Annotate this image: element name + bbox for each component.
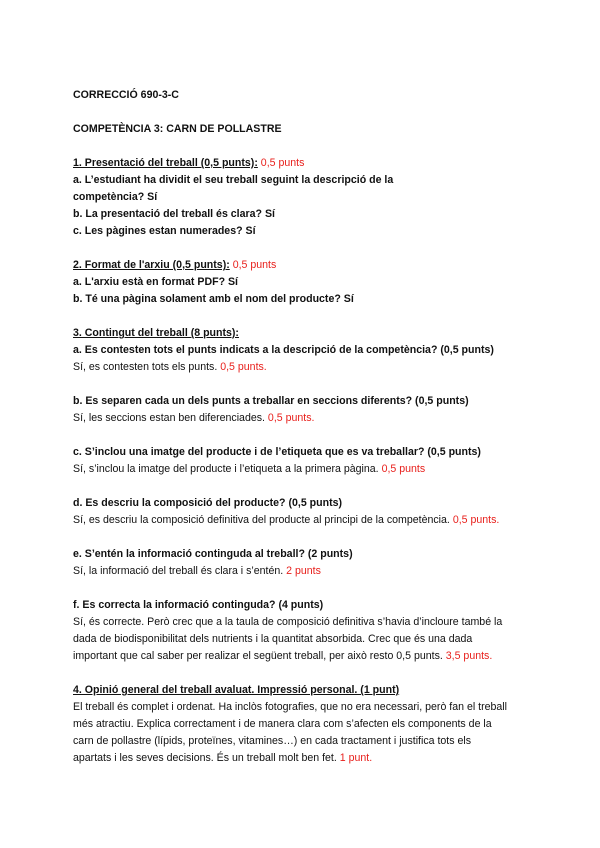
answer-a-score: 0,5 punts. [217, 361, 267, 373]
section-1-heading [73, 155, 543, 172]
section-3-question-d: d. Es descriu la composició del producte? (0,5 punts) [73, 497, 343, 509]
competence-title: COMPETÈNCIA 3: CARN DE POLLASTRE [73, 123, 282, 135]
answer-d-score: 0,5 punts. [449, 514, 500, 526]
answer-e-text: Sí, la informació del treball és clara i s’entén. [73, 565, 284, 577]
section-4-line4 [73, 750, 543, 767]
section-3-answer-f-line2: dada de biodisponibilitat dels nutrients i la quantitat absorbida. Crec que és una dada [73, 633, 473, 645]
section-4-line1: El treball és complet i ordenat. Ha inclòs fotografies, que no era necessari, però fan el treball [73, 701, 507, 713]
answer-c-score: 0,5 punts [378, 463, 426, 475]
section-3-answer-c [73, 461, 543, 478]
section-4-line3: carn de pollastre (lípids, proteïnes, vitamines…) en cada tractament i justifica tots els [73, 735, 472, 747]
section-3-title: 3. Contingut del treball (8 punts): [73, 327, 239, 339]
section-3-question-c: c. S’inclou una imatge del producte i de l’etiqueta que es va treballar? (0,5 punts) [73, 446, 481, 458]
section-2-heading [73, 257, 543, 274]
section-3-answer-a [73, 359, 543, 376]
document-content [73, 87, 543, 767]
answer-f-text: important que cal saber per realizar el següent treball, per això resto 0,5 punts. [73, 650, 443, 662]
section-1-question-a-line2: competència? Sí [73, 191, 158, 203]
section-3-question-f: f. Es correcta la informació continguda? (4 punts) [73, 599, 324, 611]
section-3-answer-f-line3 [73, 648, 543, 665]
section-4-text: apartats i les seves decisions. És un treball molt ben fet. [73, 752, 337, 764]
section-3-answer-f-line1: Sí, és correcte. Però crec que a la taula de composició definitiva s’havia d’incloure també la [73, 616, 503, 628]
section-1-question-c: c. Les pàgines estan numerades? Sí [73, 225, 256, 237]
section-1-title: 1. Presentació del treball (0,5 punts): [73, 157, 258, 169]
answer-e-score: 2 punts [283, 565, 321, 577]
section-2-question-a: a. L'arxiu està en format PDF? Sí [73, 276, 238, 288]
section-4-line2: més atractiu. Explica correctament i de manera clara com s’afecten els components de la [73, 718, 492, 730]
answer-a-text: Sí, es contesten tots els punts. [73, 361, 218, 373]
section-3-question-e: e. S’entén la informació continguda al treball? (2 punts) [73, 548, 353, 560]
section-2-score: 0,5 punts [229, 259, 277, 271]
correction-code: CORRECCIÓ 690-3-C [73, 89, 179, 101]
section-2-title: 2. Format de l'arxiu (0,5 punts): [73, 259, 230, 271]
answer-c-text: Sí, s’inclou la imatge del producte i l’etiqueta a la primera pàgina. [73, 463, 379, 475]
section-3-answer-e [73, 563, 543, 580]
answer-b-text: Sí, les seccions estan ben diferenciades. [73, 412, 265, 424]
section-4-score: 1 punt. [336, 752, 373, 764]
section-1-score: 0,5 punts [257, 157, 305, 169]
section-3-question-b: b. Es separen cada un dels punts a treballar en seccions diferents? (0,5 punts) [73, 395, 469, 407]
section-1-question-b: b. La presentació del treball és clara? Sí [73, 208, 275, 220]
answer-f-score: 3,5 punts. [442, 650, 493, 662]
section-3-question-a: a. Es contesten tots el punts indicats a la descripció de la competència? (0,5 punts) [73, 344, 494, 356]
section-2-question-b: b. Té una pàgina solament amb el nom del producte? Sí [73, 293, 354, 305]
section-3-answer-b [73, 410, 543, 427]
answer-d-text: Sí, es descriu la composició definitiva del producte al principi de la competència. [73, 514, 450, 526]
section-3-answer-d [73, 512, 543, 529]
section-4-title: 4. Opinió general del treball avaluat. Impressió personal. (1 punt) [73, 684, 400, 696]
answer-b-score: 0,5 punts. [264, 412, 315, 424]
section-1-question-a-line1: a. L’estudiant ha dividit el seu treball seguint la descripció de la [73, 174, 394, 186]
